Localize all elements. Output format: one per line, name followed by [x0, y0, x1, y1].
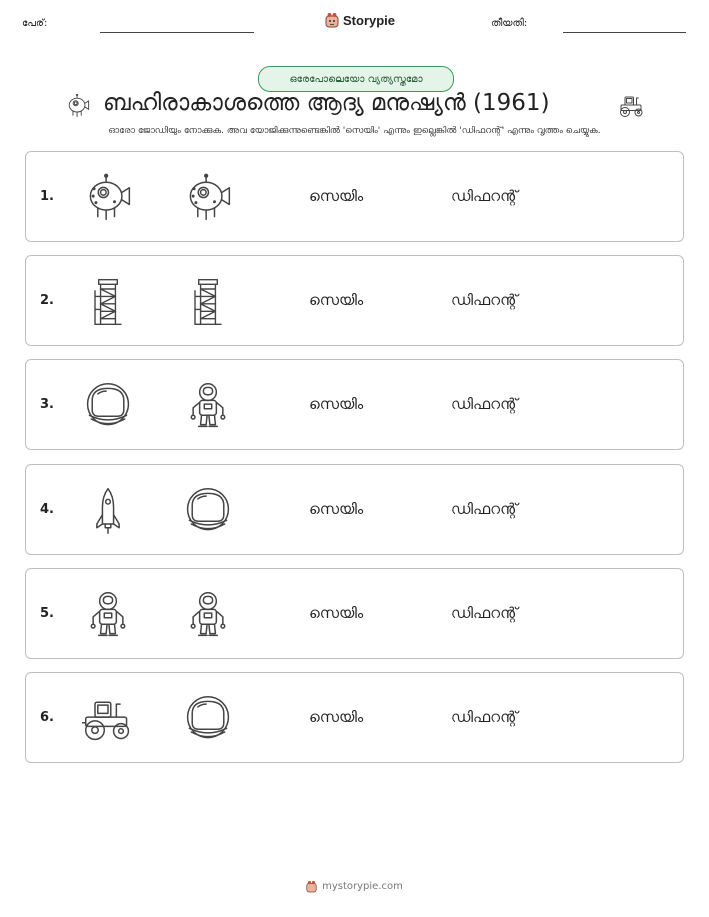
question-number: 2. [40, 293, 54, 308]
brand-logo [325, 12, 395, 28]
same-option[interactable]: സെയിം [309, 604, 364, 622]
helmet-icon [82, 380, 134, 432]
title-row [0, 90, 709, 124]
storypie-logo-icon [325, 12, 339, 28]
question-row [25, 568, 684, 659]
astronaut-icon [182, 380, 234, 432]
date-label: തീയതി: [491, 18, 528, 29]
submarine-icon [82, 172, 134, 224]
same-option[interactable]: സെയിം [309, 708, 364, 726]
rocket-icon [82, 485, 134, 537]
footer-url[interactable]: mystorypie.com [322, 881, 403, 892]
same-option[interactable]: സെയിം [309, 500, 364, 518]
brand-name: Storypie [343, 12, 396, 28]
instructions-text: ഓരോ ജോഡിയും നോക്കുക. അവ യോജിക്കുന്നുണ്ടെങ്കിൽ 'സെയിം' എന്നും ഇല്ലെങ്കിൽ 'ഡിഫറന്റ്' എന്നും വൃത്തം ചെയ്യുക. [108, 126, 601, 136]
worksheet-type-badge: ഒരേപോലെയോ വ്യത്യസ്തമോ [258, 66, 454, 92]
helmet-icon [182, 693, 234, 745]
astronaut-icon [182, 589, 234, 641]
different-option[interactable]: ഡിഫറന്റ് [451, 708, 518, 726]
astronaut-icon [82, 589, 134, 641]
question-number: 5. [40, 606, 54, 621]
submarine-icon [64, 94, 92, 118]
same-option[interactable]: സെയിം [309, 291, 364, 309]
question-number: 6. [40, 710, 54, 725]
different-option[interactable]: ഡിഫറന്റ് [451, 500, 518, 518]
question-row [25, 151, 684, 242]
name-label: പേര്: [22, 18, 48, 29]
question-number: 1. [40, 189, 54, 204]
question-row [25, 672, 684, 763]
submarine-icon [182, 172, 234, 224]
question-row [25, 255, 684, 346]
question-row [25, 464, 684, 555]
same-option[interactable]: സെയിം [309, 395, 364, 413]
page-title: ബഹിരാകാശത്തെ ആദ്യ മനുഷ്യൻ (1961) [103, 90, 550, 116]
tractor-icon [82, 693, 134, 745]
different-option[interactable]: ഡിഫറന്റ് [451, 187, 518, 205]
name-line[interactable] [100, 32, 254, 33]
helmet-icon [182, 485, 234, 537]
date-line[interactable] [563, 32, 686, 33]
question-number: 3. [40, 397, 54, 412]
same-option[interactable]: സെയിം [309, 187, 364, 205]
storypie-logo-icon [306, 880, 317, 893]
question-row [25, 359, 684, 450]
different-option[interactable]: ഡിഫറന്റ് [451, 604, 518, 622]
launch-tower-icon [182, 276, 234, 328]
question-number: 4. [40, 502, 54, 517]
different-option[interactable]: ഡിഫറന്റ് [451, 395, 518, 413]
different-option[interactable]: ഡിഫറന്റ് [451, 291, 518, 309]
footer [0, 880, 709, 893]
tractor-icon [617, 93, 647, 119]
launch-tower-icon [82, 276, 134, 328]
worksheet-header [0, 0, 709, 48]
